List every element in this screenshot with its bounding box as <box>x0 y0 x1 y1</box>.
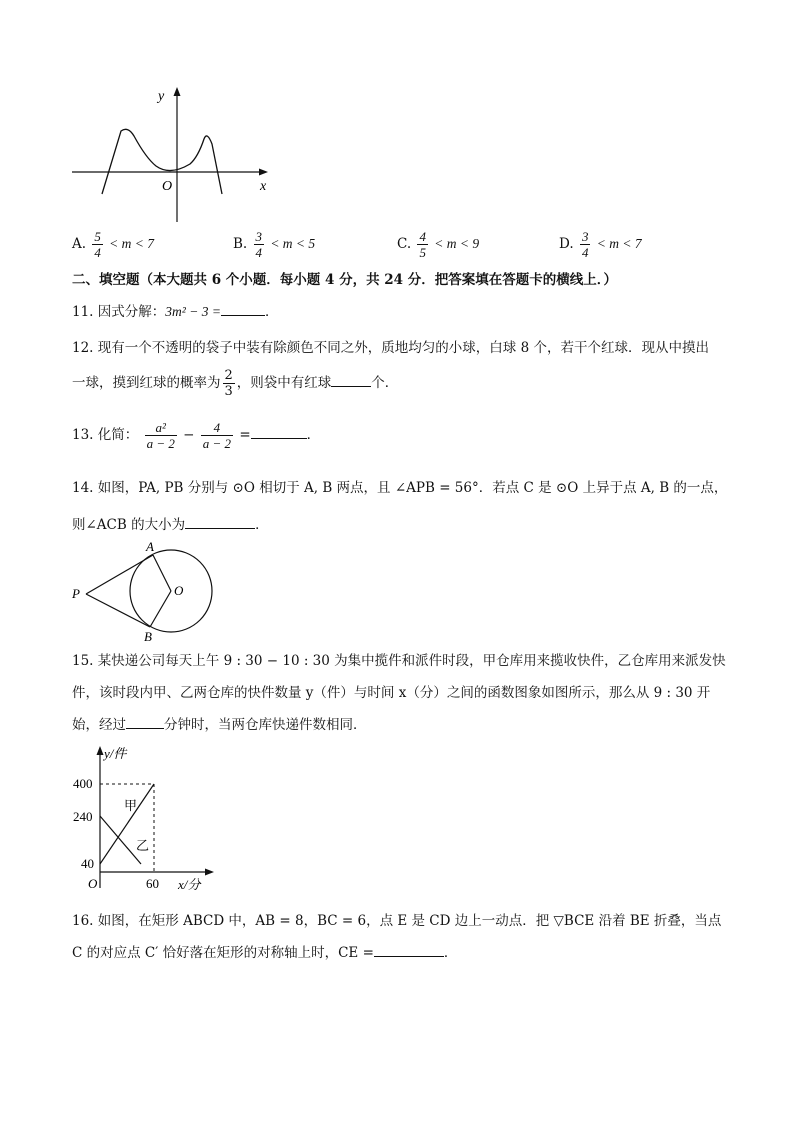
question-16-line1: 16. 如图，在矩形 ABCD 中，AB = 8，BC = 6，点 E 是 CD 边上一动点．把 ▽BCE 沿着 BE 折叠，当点 <box>72 913 722 929</box>
tick-400: 400 <box>73 776 93 791</box>
y-axis-label: y/件 <box>104 746 127 761</box>
option-b[interactable]: B. $\frac{3}{4}$ < m < 5 <box>233 229 316 260</box>
line-yi <box>100 816 141 864</box>
label-yi: 乙 <box>136 838 150 853</box>
tangent-pa <box>86 555 153 594</box>
question-15-line3: 始，经过 分钟时，当两仓库快递件数相同． <box>72 714 367 735</box>
question-15-line2: 件，该时段内甲、乙两仓库的快件数量 y（件）与时间 x（分）之间的函数图象如图所示，那么从 9 : 30 开 <box>72 685 711 701</box>
question-16-line2: C 的对应点 C′ 恰好落在矩形的对称轴上时，CE = ． <box>72 942 457 963</box>
x-axis-arrow <box>205 869 214 876</box>
y-axis-arrow <box>174 87 181 96</box>
x-axis-arrow <box>259 169 268 176</box>
answer-blank-15[interactable] <box>126 714 164 729</box>
option-a[interactable]: A. $\frac{5}{4}$ < m < 7 <box>72 229 154 260</box>
option-d[interactable]: D. $\frac{3}{4}$ < m < 7 <box>559 229 642 260</box>
function-graph <box>66 84 276 226</box>
warehouse-graph <box>70 742 220 894</box>
option-c[interactable]: C. $\frac{4}{5}$ < m < 9 <box>397 229 480 260</box>
answer-blank-11[interactable] <box>221 301 265 316</box>
x-axis-label: x/分 <box>178 877 201 892</box>
question-12-line1: 12. 现有一个不透明的袋子中装有除颜色不同之外，质地均匀的小球，白球 8 个，若干个红球．现从中摸出 <box>72 340 709 356</box>
answer-blank-12[interactable] <box>331 372 371 387</box>
x-axis-label: x <box>260 179 267 194</box>
tangent-pb <box>86 594 150 627</box>
question-14-line2: 则∠ACB 的大小为 ． <box>72 514 269 535</box>
tick-60: 60 <box>146 876 159 891</box>
section-heading: 二、填空题（本大题共 6 个小题．每小题 4 分，共 24 分．把答案填在答题卡的横线上．） <box>72 272 618 288</box>
point-o-label: O <box>174 583 184 598</box>
radius-ob <box>150 591 171 627</box>
question-13: 13. 化简： $\frac{\text{a²}}{a - 2}$ − $\frac{4}{a - 2}$ = ． <box>72 420 321 451</box>
answer-blank-14[interactable] <box>185 514 255 529</box>
question-12-line2: 一球，摸到红球的概率为 $\frac{2}{3}$ ，则袋中有红球 个． <box>72 368 399 399</box>
origin-label: O <box>162 179 173 194</box>
point-b-label: B <box>144 629 152 644</box>
y-axis-arrow <box>97 746 104 755</box>
answer-blank-16[interactable] <box>374 942 444 957</box>
y-axis-label: y <box>158 89 165 104</box>
question-14-line1: 14. 如图，PA, PB 分别与 ⊙O 相切于 A, B 两点，且 ∠APB = 56°．若点 C 是 ⊙O 上异于点 A, B 的一点， <box>72 480 728 496</box>
label-jia: 甲 <box>124 798 138 813</box>
radius-oa <box>153 555 171 591</box>
question-11: 11. 因式分解：3m² − 3 = ． <box>72 301 278 322</box>
point-p-label: P <box>72 586 80 601</box>
tick-240: 240 <box>73 809 93 824</box>
answer-blank-13[interactable] <box>251 424 307 439</box>
question-15-line1: 15. 某快递公司每天上午 9 : 30 − 10 : 30 为集中揽件和派件时段，甲仓库用来揽收快件，乙仓库用来派发快 <box>72 653 726 669</box>
tangent-circle-figure <box>66 538 226 646</box>
point-a-label: A <box>146 539 154 554</box>
tick-40: 40 <box>81 856 94 871</box>
origin-label: O <box>88 876 98 891</box>
